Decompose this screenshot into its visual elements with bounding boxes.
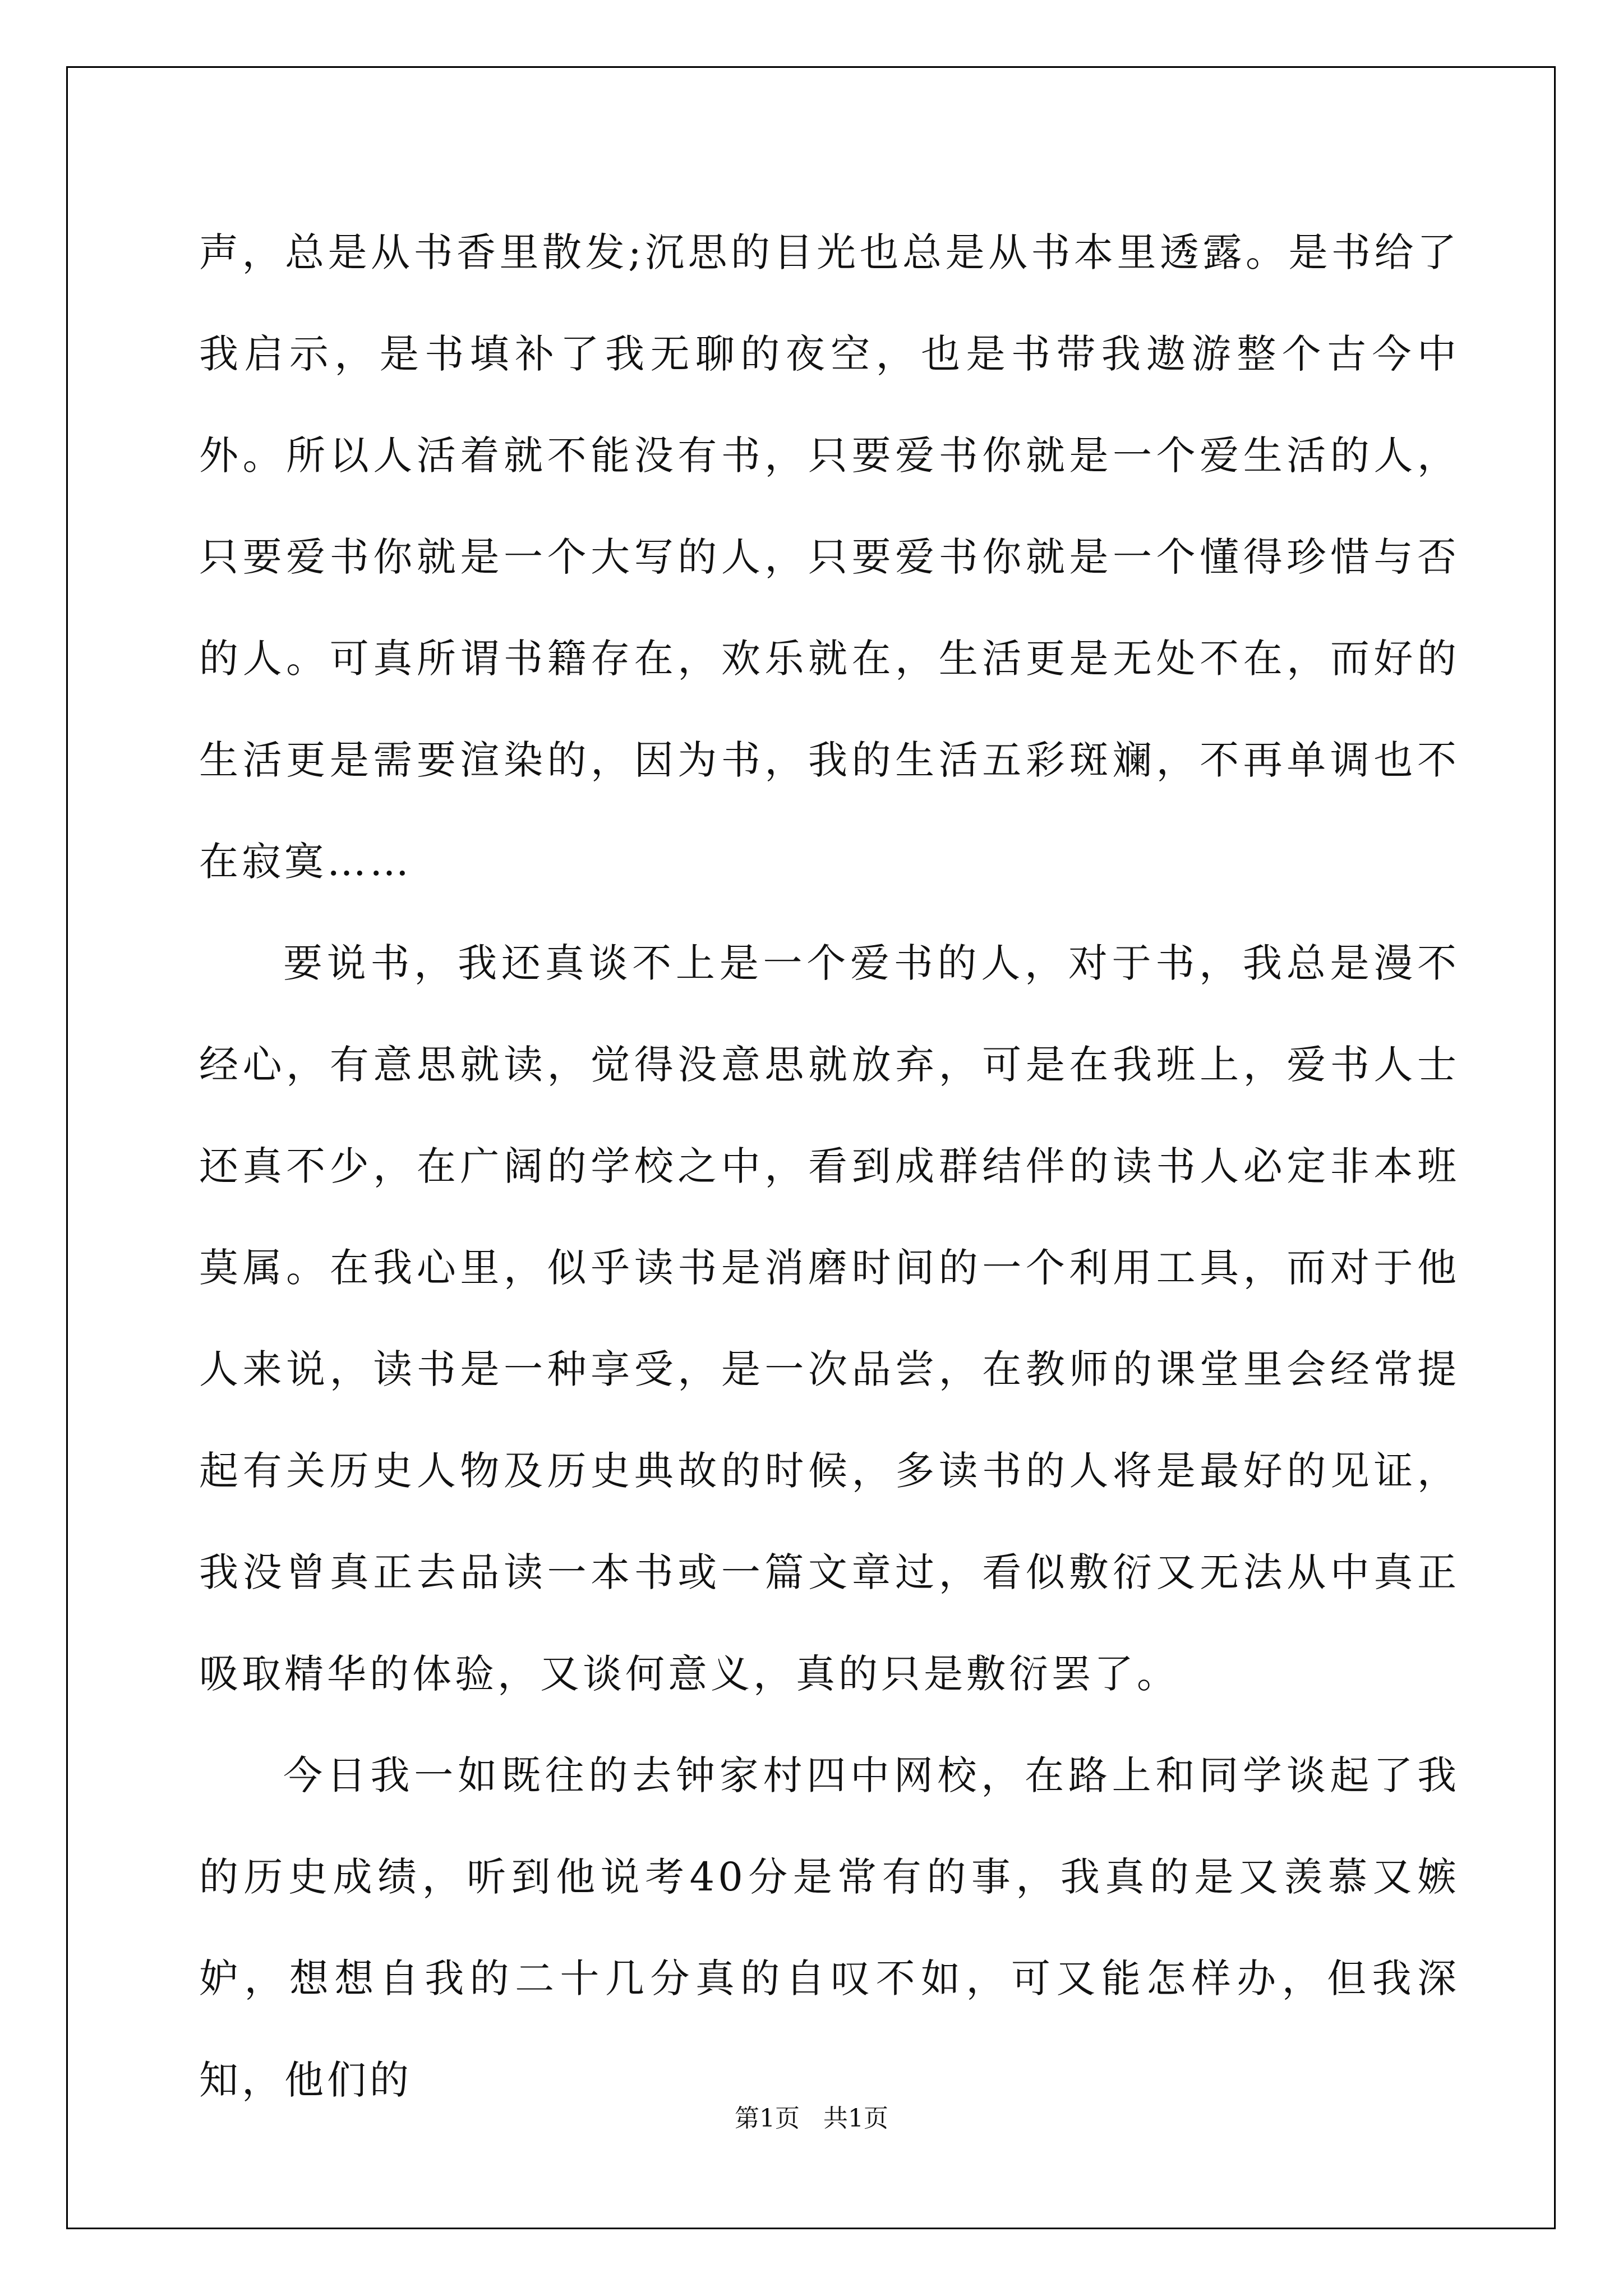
page-number-footer: 第1页 共1页: [735, 2104, 888, 2133]
document-body: [199, 202, 1460, 2131]
paragraph-2: 要说书，我还真谈不上是一个爱书的人，对于书，我总是漫不经心，有意思就读，觉得没意思就放弃，可是在我班上，爱书人士还真不少，在广阔的学校之中，看到成群结伴的读书人必定非本班莫属。在我心里，似乎读书是消磨时间的一个利用工具，而对于他人来说，读书是一种享受，是一次品尝，在教师的课堂里会经常提起有关历史人物及历史典故的时候，多读书的人将是最好的见证，我没曾真正去品读一本书或一篇文章过，看似敷衍又无法从中真正吸取精华的体验，又谈何意义，真的只是敷衍罢了。: [199, 940, 1460, 1697]
paragraph-3: 今日我一如既往的去钟家村四中网校，在路上和同学谈起了我的历史成绩，听到他说考40分是常有的事，我真的是又羡慕又嫉妒，想想自我的二十几分真的自叹不如，可又能怎样办，但我深知，他们的: [199, 1752, 1460, 2103]
paragraph-1: 声，总是从书香里散发;沉思的目光也总是从书本里透露。是书给了我启示，是书填补了我无聊的夜空，也是书带我遨游整个古今中外。所以人活着就不能没有书，只要爱书你就是一个爱生活的人，只要爱书你就是一个大写的人，只要爱书你就是一个懂得珍惜与否的人。可真所谓书籍存在，欢乐就在，生活更是无处不在，而好的生活更是需要渲染的，因为书，我的生活五彩斑斓，不再单调也不在寂寞……: [199, 229, 1460, 885]
